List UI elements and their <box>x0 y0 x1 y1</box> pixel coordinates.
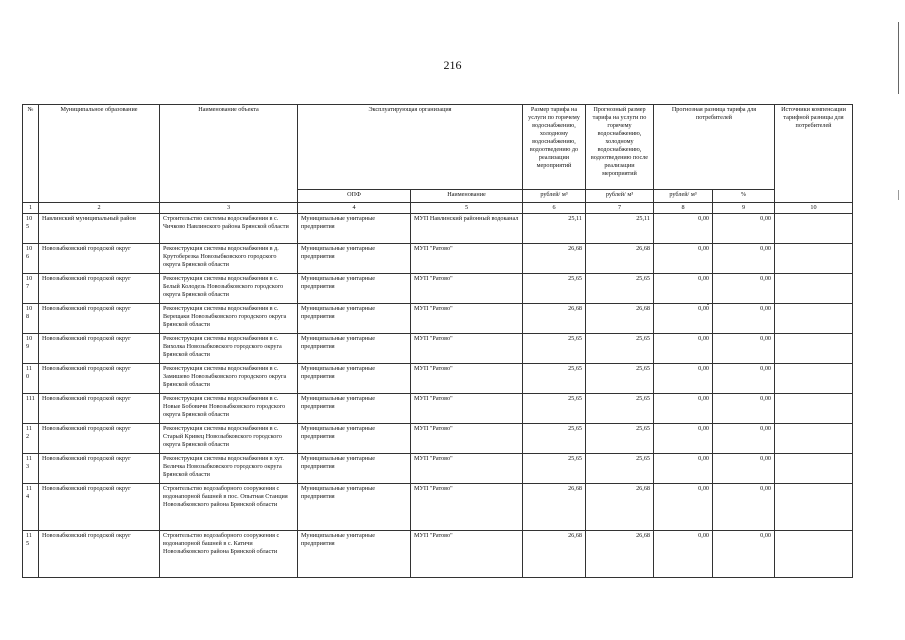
tariff-cell: 26,68 <box>523 484 586 531</box>
header-forecast-size: Прогнозный размер тарифа на услуги по горячему водоснабжению, холодному водоснабжению, водоотведению после реализации мероприятий <box>586 105 654 190</box>
tariff-cell: 25,65 <box>523 274 586 304</box>
row-number: 109 <box>23 334 39 364</box>
operator-name-cell: МУП "Ратово" <box>411 531 523 578</box>
percent-cell: 0,00 <box>713 304 775 334</box>
source-cell <box>775 531 853 578</box>
opf-cell: Муниципальные унитарные предприятия <box>298 484 411 531</box>
row-number: 113 <box>23 454 39 484</box>
header-tariff-size: Размер тарифа на услуги по горячему водоснабжению, холодному водоснабжению, водоотведению до реализации мероприятий <box>523 105 586 190</box>
object-cell: Реконструкция системы водоснабжения в с. Старый Кривец Новозыбковского городского округа Брянской области <box>160 424 298 454</box>
row-number: 105 <box>23 214 39 244</box>
header-unit-tariff: рублей/ м³ <box>523 190 586 203</box>
object-cell: Строительство водозаборного сооружения с водонапорной башней в с. Катичи Новозыбковского района Брянской области <box>160 531 298 578</box>
tariff-cell: 25,65 <box>523 334 586 364</box>
municipality-cell: Новозыбковский городской округ <box>39 424 160 454</box>
column-number: 9 <box>713 203 775 214</box>
percent-cell: 0,00 <box>713 334 775 364</box>
forecast-cell: 25,65 <box>586 454 654 484</box>
header-operator: Эксплуатирующая организация <box>298 105 523 190</box>
row-number: 106 <box>23 244 39 274</box>
tariff-table <box>22 104 853 578</box>
column-number: 5 <box>411 203 523 214</box>
municipality-cell: Новозыбковский городской округ <box>39 244 160 274</box>
source-cell <box>775 394 853 424</box>
diff-cell: 0,00 <box>654 274 713 304</box>
opf-cell: Муниципальные унитарные предприятия <box>298 531 411 578</box>
municipality-cell: Новозыбковский городской округ <box>39 304 160 334</box>
forecast-cell: 26,68 <box>586 484 654 531</box>
header-name: Наименование <box>411 190 523 203</box>
operator-name-cell: МУП "Ратово" <box>411 424 523 454</box>
opf-cell: Муниципальные унитарные предприятия <box>298 454 411 484</box>
municipality-cell: Новозыбковский городской округ <box>39 394 160 424</box>
table-row <box>23 334 853 364</box>
column-number-row <box>23 203 853 214</box>
diff-cell: 0,00 <box>654 454 713 484</box>
column-number: 4 <box>298 203 411 214</box>
object-cell: Реконструкция системы водоснабжения в с. Новые Бобовичи Новозыбковского городского округа Брянской области <box>160 394 298 424</box>
diff-cell: 0,00 <box>654 304 713 334</box>
object-cell: Реконструкция системы водоснабжения в с. Верещаки Новозыбковского городского округа Брянской области <box>160 304 298 334</box>
forecast-cell: 25,65 <box>586 334 654 364</box>
forecast-cell: 25,65 <box>586 364 654 394</box>
opf-cell: Муниципальные унитарные предприятия <box>298 424 411 454</box>
tariff-cell: 25,65 <box>523 364 586 394</box>
forecast-cell: 25,65 <box>586 274 654 304</box>
percent-cell: 0,00 <box>713 274 775 304</box>
opf-cell: Муниципальные унитарные предприятия <box>298 304 411 334</box>
source-cell <box>775 424 853 454</box>
source-cell <box>775 244 853 274</box>
row-number: 108 <box>23 304 39 334</box>
operator-name-cell: МУП "Ратово" <box>411 394 523 424</box>
column-number: 3 <box>160 203 298 214</box>
table-row <box>23 484 853 531</box>
header-unit-forecast: рублей/ м³ <box>586 190 654 203</box>
diff-cell: 0,00 <box>654 424 713 454</box>
source-cell <box>775 484 853 531</box>
object-cell: Реконструкция системы водоснабжения в с. Вихолка Новозыбковского городского округа Брянской области <box>160 334 298 364</box>
object-cell: Реконструкция системы водоснабжения в д. Крутоберезка Новозыбковского городского округа Брянской области <box>160 244 298 274</box>
scan-edge-mark <box>898 190 899 200</box>
tariff-cell: 25,65 <box>523 424 586 454</box>
forecast-cell: 25,65 <box>586 394 654 424</box>
tariff-cell: 26,68 <box>523 531 586 578</box>
source-cell <box>775 364 853 394</box>
opf-cell: Муниципальные унитарные предприятия <box>298 364 411 394</box>
column-number: 1 <box>23 203 39 214</box>
source-cell <box>775 454 853 484</box>
tariff-cell: 25,65 <box>523 454 586 484</box>
percent-cell: 0,00 <box>713 454 775 484</box>
municipality-cell: Новозыбковский городской округ <box>39 531 160 578</box>
opf-cell: Муниципальные унитарные предприятия <box>298 274 411 304</box>
municipality-cell: Новозыбковский городской округ <box>39 364 160 394</box>
percent-cell: 0,00 <box>713 531 775 578</box>
row-number: 107 <box>23 274 39 304</box>
diff-cell: 0,00 <box>654 214 713 244</box>
operator-name-cell: МУП "Ратово" <box>411 334 523 364</box>
operator-name-cell: МУП "Ратово" <box>411 364 523 394</box>
page-number: 216 <box>443 58 462 72</box>
object-cell: Строительство водозаборного сооружения с водонапорной башней в пос. Опытная Станция Новозыбковского района Брянской области <box>160 484 298 531</box>
column-number: 10 <box>775 203 853 214</box>
table-row <box>23 531 853 578</box>
forecast-cell: 25,11 <box>586 214 654 244</box>
header-unit-diff: рублей/ м³ <box>654 190 713 203</box>
table-row <box>23 454 853 484</box>
table-row <box>23 304 853 334</box>
table-row <box>23 394 853 424</box>
table-row <box>23 274 853 304</box>
header-object: Наименование объекта <box>160 105 298 203</box>
header-municipality: Муниципальное образование <box>39 105 160 203</box>
opf-cell: Муниципальные унитарные предприятия <box>298 394 411 424</box>
percent-cell: 0,00 <box>713 214 775 244</box>
diff-cell: 0,00 <box>654 531 713 578</box>
forecast-cell: 26,68 <box>586 244 654 274</box>
diff-cell: 0,00 <box>654 334 713 364</box>
header-forecast-diff: Прогнозная разница тарифа для потребителей <box>654 105 775 190</box>
forecast-cell: 25,65 <box>586 424 654 454</box>
object-cell: Строительство системы водоснабжения в с. Чичково Навлинского района Брянской области <box>160 214 298 244</box>
header-no: № <box>23 105 39 203</box>
percent-cell: 0,00 <box>713 394 775 424</box>
row-number: 111 <box>23 394 39 424</box>
row-number: 110 <box>23 364 39 394</box>
tariff-cell: 25,11 <box>523 214 586 244</box>
opf-cell: Муниципальные унитарные предприятия <box>298 244 411 274</box>
operator-name-cell: МУП "Ратово" <box>411 274 523 304</box>
opf-cell: Муниципальные унитарные предприятия <box>298 214 411 244</box>
source-cell <box>775 214 853 244</box>
row-number: 114 <box>23 484 39 531</box>
tariff-cell: 25,65 <box>523 394 586 424</box>
percent-cell: 0,00 <box>713 364 775 394</box>
forecast-cell: 26,68 <box>586 531 654 578</box>
column-number: 8 <box>654 203 713 214</box>
operator-name-cell: МУП Навлинский районный водоканал <box>411 214 523 244</box>
diff-cell: 0,00 <box>654 364 713 394</box>
column-number: 2 <box>39 203 160 214</box>
header-unit-percent: % <box>713 190 775 203</box>
object-cell: Реконструкция системы водоснабжения в хут. Величка Новозыбковского городского округа Брянской области <box>160 454 298 484</box>
header-opf: ОПФ <box>298 190 411 203</box>
municipality-cell: Новозыбковский городской округ <box>39 454 160 484</box>
forecast-cell: 26,68 <box>586 304 654 334</box>
source-cell <box>775 304 853 334</box>
row-number: 112 <box>23 424 39 454</box>
table-row <box>23 214 853 244</box>
column-number: 6 <box>523 203 586 214</box>
municipality-cell: Новозыбковский городской округ <box>39 484 160 531</box>
column-number: 7 <box>586 203 654 214</box>
tariff-cell: 26,68 <box>523 304 586 334</box>
header-row <box>23 105 853 190</box>
table-body <box>23 214 853 578</box>
tariff-cell: 26,68 <box>523 244 586 274</box>
percent-cell: 0,00 <box>713 424 775 454</box>
table-row <box>23 244 853 274</box>
source-cell <box>775 274 853 304</box>
header-compensation: Источники компенсации тарифной разницы для потребителей <box>775 105 853 203</box>
municipality-cell: Новозыбковский городской округ <box>39 334 160 364</box>
diff-cell: 0,00 <box>654 394 713 424</box>
operator-name-cell: МУП "Ратово" <box>411 454 523 484</box>
percent-cell: 0,00 <box>713 244 775 274</box>
row-number: 115 <box>23 531 39 578</box>
percent-cell: 0,00 <box>713 484 775 531</box>
object-cell: Реконструкция системы водоснабжения в с. Замишево Новозыбковского городского округа Брянской области <box>160 364 298 394</box>
municipality-cell: Новозыбковский городской округ <box>39 274 160 304</box>
table-row <box>23 424 853 454</box>
operator-name-cell: МУП "Ратово" <box>411 244 523 274</box>
opf-cell: Муниципальные унитарные предприятия <box>298 334 411 364</box>
diff-cell: 0,00 <box>654 484 713 531</box>
operator-name-cell: МУП "Ратово" <box>411 484 523 531</box>
diff-cell: 0,00 <box>654 244 713 274</box>
table-row <box>23 364 853 394</box>
source-cell <box>775 334 853 364</box>
object-cell: Реконструкция системы водоснабжения в с. Белый Колодезь Новозыбковского городского округа Брянской области <box>160 274 298 304</box>
operator-name-cell: МУП "Ратово" <box>411 304 523 334</box>
municipality-cell: Навлинский муниципальный район <box>39 214 160 244</box>
